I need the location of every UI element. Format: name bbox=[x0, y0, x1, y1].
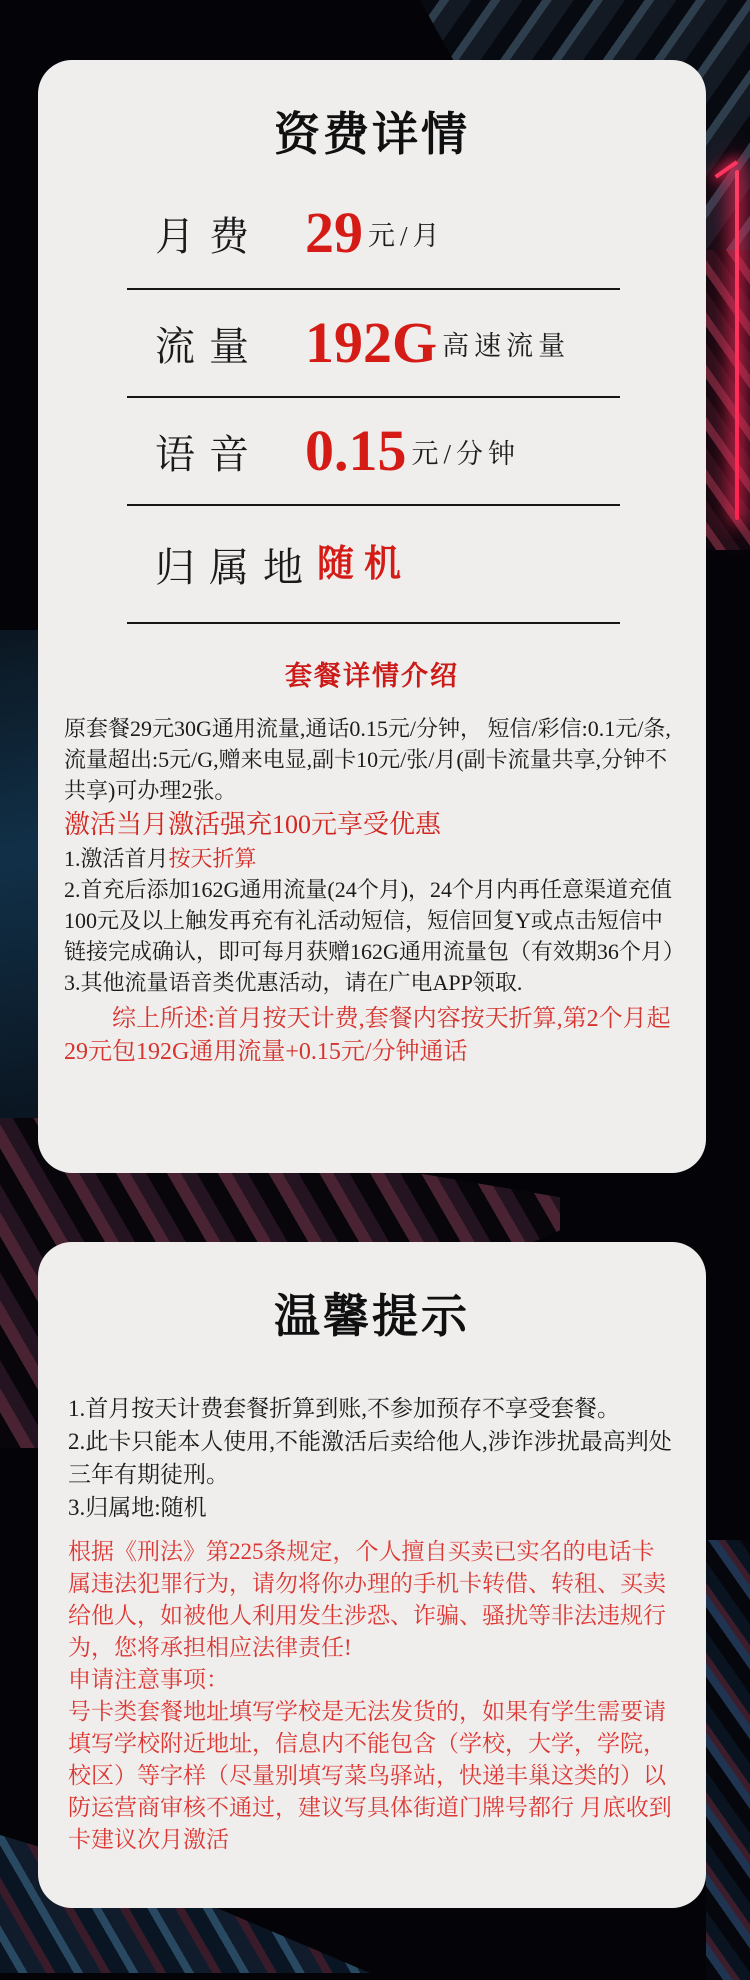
fee-table bbox=[38, 178, 706, 624]
benefit-item-3: 3.其他流量语音类优惠活动，请在广电APP领取. bbox=[64, 970, 523, 995]
tips-card bbox=[38, 1242, 706, 1908]
fee-value: 192G bbox=[305, 310, 438, 375]
application-notice-body: 号卡类套餐地址填写学校是无法发货的，如果有学生需要请填写学校附近地址，信息内不能包含（学校，大学，学院，校区）等字样（尽量别填写菜鸟驿站，快递丰巢这类的）以防运营商审核不通过，建议写具体街道门牌号都行 月底收到卡建议次月激活 bbox=[68, 1699, 672, 1852]
legal-warning-text: 根据《刑法》第225条规定，个人擅自买卖已实名的电话卡属违法犯罪行为，请勿将你办理的手机卡转借、转租、买卖给他人，如被他人利用发生涉恐、诈骗、骚扰等非法违规行为，您将承担相应法律责任! bbox=[68, 1539, 666, 1660]
fee-unit: 高速流量 bbox=[442, 330, 571, 361]
tip-item-3: 3.归属地:随机 bbox=[68, 1495, 207, 1520]
benefit-item-1-prefix: 1.激活首月 bbox=[64, 846, 169, 871]
tips-list bbox=[68, 1392, 676, 1524]
activation-offer-line: 激活当月激活强充100元享受优惠 bbox=[64, 810, 442, 839]
fee-row-data bbox=[127, 290, 620, 398]
neon-light-line bbox=[735, 170, 739, 520]
plan-summary-line: 综上所述:首月按天计费,套餐内容按天折算,第2个月起29元包192G通用流量+0.15元/分钟通话 bbox=[64, 1006, 671, 1065]
fee-row-monthly-fee bbox=[127, 178, 620, 290]
plan-intro-paragraph: 原套餐29元30G通用流量,通话0.15元/分钟， 短信/彩信:0.1元/条,流量超出:5元/G,赠来电显,副卡10元/张/月(副卡流量共享,分钟不共享)可办理2张。 bbox=[64, 716, 671, 803]
tip-item-2: 2.此卡只能本人使用,不能激活后卖给他人,涉诈涉扰最高判处三年有期徒刑。 bbox=[68, 1429, 672, 1487]
tips-card-title: 温馨提示 bbox=[274, 1291, 470, 1342]
tip-item-1: 1.首月按天计费套餐折算到账,不参加预存不享受套餐。 bbox=[68, 1396, 620, 1421]
fee-value: 随机 bbox=[317, 543, 411, 585]
background-stripes-red-zone bbox=[704, 250, 750, 550]
benefit-item-1 bbox=[64, 843, 680, 874]
fee-label: 归属地 bbox=[155, 544, 317, 590]
application-notice-title: 申请注意事项： bbox=[68, 1667, 229, 1692]
pricing-card bbox=[38, 60, 706, 1173]
fee-value: 0.15 bbox=[305, 418, 407, 483]
fee-label: 语音 bbox=[155, 431, 263, 477]
plan-detail-text bbox=[64, 713, 685, 1069]
legal-warning-block bbox=[68, 1536, 676, 1856]
fee-value: 29 bbox=[305, 200, 363, 265]
fee-unit: 元/分钟 bbox=[411, 438, 521, 469]
plan-detail-heading: 套餐详情介绍 bbox=[285, 661, 459, 691]
background-texture-left bbox=[0, 630, 38, 1130]
pricing-card-title: 资费详情 bbox=[274, 109, 470, 160]
benefit-item-1-highlight: 按天折算 bbox=[168, 846, 257, 871]
fee-label: 月费 bbox=[155, 213, 263, 259]
fee-row-home-location bbox=[127, 506, 620, 624]
fee-unit: 元/月 bbox=[368, 220, 445, 251]
benefit-item-2: 2.首充后添加162G通用流量(24个月)，24个月内再任意渠道充值100元及以上触发再充有礼活动短信，短信回复Y或点击短信中链接完成确认，即可每月获赠162G通用流量包（有效期36个月） bbox=[64, 877, 685, 964]
fee-label: 流量 bbox=[155, 323, 263, 369]
fee-row-voice bbox=[127, 398, 620, 506]
background-stripes-bottom-right bbox=[706, 1540, 750, 1980]
